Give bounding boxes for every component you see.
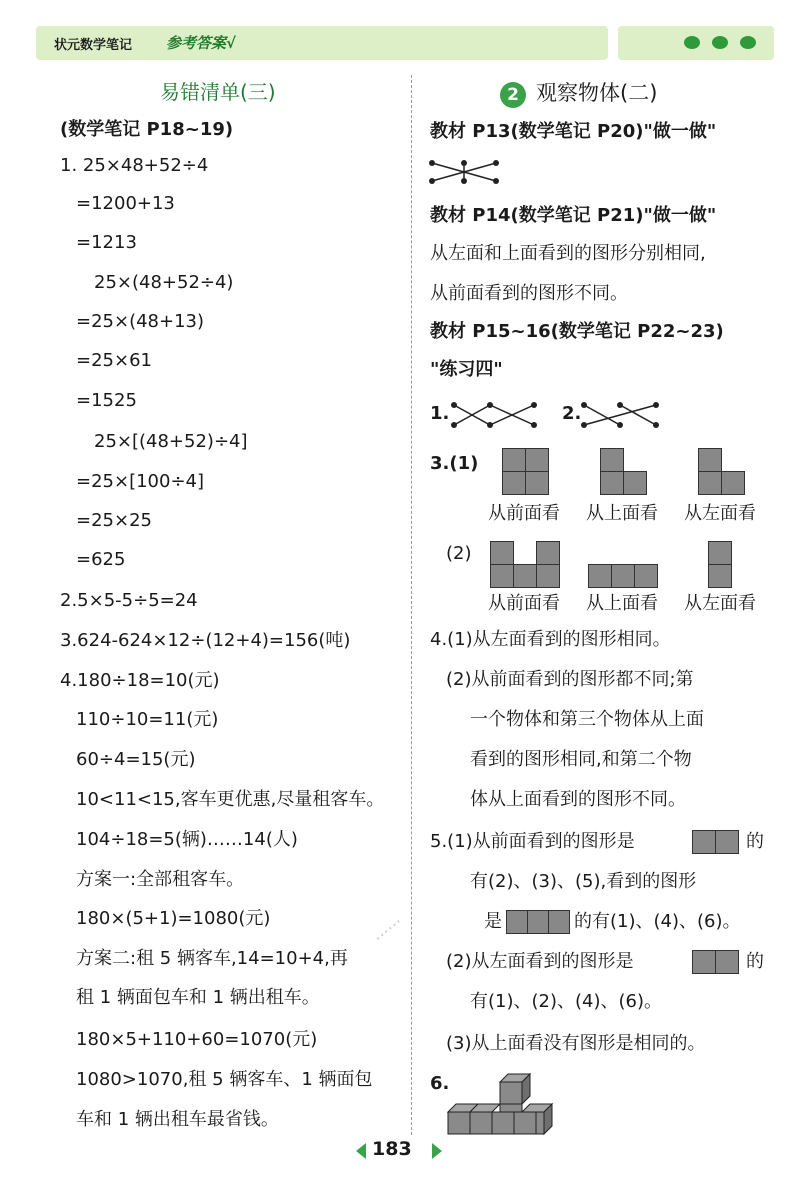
right-line: 教材 P15~16(数学笔记 P22~23) [430, 321, 724, 342]
left-line: 车和 1 辆出租车最省钱。 [76, 1109, 279, 1130]
prev-arrow-icon [356, 1143, 366, 1159]
left-line: =25×61 [76, 350, 152, 371]
left-line: 2.5×5-5÷5=24 [60, 590, 198, 611]
left-line: =25×25 [76, 510, 152, 531]
left-line: 租 1 辆面包车和 1 辆出租车。 [76, 987, 320, 1008]
left-line: =1200+13 [76, 193, 175, 214]
left-line: =625 [76, 549, 126, 570]
view-label: 从左面看 [684, 593, 756, 614]
column-divider [411, 75, 412, 1135]
matching-diagram [428, 157, 500, 187]
decor-dot-icon [684, 36, 700, 49]
left-line: =1213 [76, 232, 137, 253]
right-line: 一个物体和第三个物体从上面 [470, 709, 704, 730]
view-label: 从前面看 [488, 593, 560, 614]
right-line: 3.(1) [430, 453, 479, 474]
left-line: 1080>1070,租 5 辆客车、1 辆面包 [76, 1069, 373, 1090]
left-line: 180×(5+1)=1080(元) [76, 908, 271, 929]
right-line: 有(1)、(2)、(4)、(6)。 [470, 991, 662, 1012]
right-line: 从左面和上面看到的图形分别相同, [430, 243, 706, 264]
header-brand: 状元数学笔记 [54, 38, 133, 53]
right-line: "练习四" [430, 359, 503, 380]
left-line: 180×5+110+60=1070(元) [76, 1029, 318, 1050]
right-line: (3)从上面看没有图形是相同的。 [446, 1033, 706, 1054]
left-line: 60÷4=15(元) [76, 749, 196, 770]
right-line: (2) [446, 543, 472, 564]
right-line: 5.(1)从前面看到的图形是 [430, 831, 635, 852]
view-label: 从上面看 [586, 503, 658, 524]
left-line: 4.180÷18=10(元) [60, 670, 220, 691]
right-line: 4.(1)从左面看到的图形相同。 [430, 629, 671, 650]
right-line: 教材 P13(数学笔记 P20)"做一做" [430, 121, 717, 142]
page-number: 183 [372, 1138, 412, 1160]
page-header [36, 26, 774, 62]
right-line: 1. [430, 403, 450, 424]
view-label: 从左面看 [684, 503, 756, 524]
left-line: 1. 25×48+52÷4 [60, 155, 209, 176]
right-line: 的有(1)、(4)、(6)。 [574, 911, 741, 932]
next-arrow-icon [432, 1143, 442, 1159]
view-label: 从前面看 [488, 503, 560, 524]
left-line: 方案二:租 5 辆客车,14=10+4,再 [76, 948, 348, 969]
right-line: 是 [484, 911, 502, 932]
section-number-badge: 2 [500, 82, 526, 108]
left-line: 25×[(48+52)÷4] [94, 431, 248, 452]
decor-dot-icon [740, 36, 756, 49]
right-line: 教材 P14(数学笔记 P21)"做一做" [430, 205, 717, 226]
left-line: 104÷18=5(辆)……14(人) [76, 829, 298, 850]
matching-diagram [450, 400, 540, 430]
left-line: 110÷10=11(元) [76, 709, 219, 730]
header-right-band [618, 26, 774, 60]
right-line: 有(2)、(3)、(5),看到的图形 [470, 871, 697, 892]
left-line: 3.624-624×12÷(12+4)=156(吨) [60, 630, 351, 651]
right-title-text: 观察物体(二) [536, 81, 658, 105]
left-line: =25×(48+13) [76, 311, 205, 332]
right-line: 6. [430, 1073, 450, 1094]
right-line: 的 [746, 951, 764, 972]
left-line: (数学笔记 P18~19) [60, 119, 234, 140]
left-section-title: 易错清单(三) [160, 80, 276, 104]
matching-diagram [580, 400, 660, 430]
right-line: (2)从前面看到的图形都不同;第 [446, 669, 694, 690]
right-line: 从前面看到的图形不同。 [430, 283, 628, 304]
right-line: 体从上面看到的图形不同。 [470, 789, 686, 810]
header-answer-label: 参考答案√ [166, 34, 237, 52]
left-line: =25×[100÷4] [76, 471, 205, 492]
left-line: =1525 [76, 390, 137, 411]
right-line: 看到的图形相同,和第二个物 [470, 749, 692, 770]
cube-stack-figure [446, 1070, 558, 1136]
right-line: 的 [746, 831, 764, 852]
right-line: (2)从左面看到的图形是 [446, 951, 634, 972]
header-left-band [36, 26, 608, 60]
right-section-title [500, 77, 657, 108]
right-line: 2. [562, 403, 582, 424]
watermark: ⋯⋯ [369, 911, 407, 948]
left-line: 25×(48+52÷4) [94, 272, 234, 293]
left-line: 10<11<15,客车更优惠,尽量租客车。 [76, 789, 385, 810]
view-label: 从上面看 [586, 593, 658, 614]
left-line: 方案一:全部租客车。 [76, 869, 245, 890]
decor-dot-icon [712, 36, 728, 49]
